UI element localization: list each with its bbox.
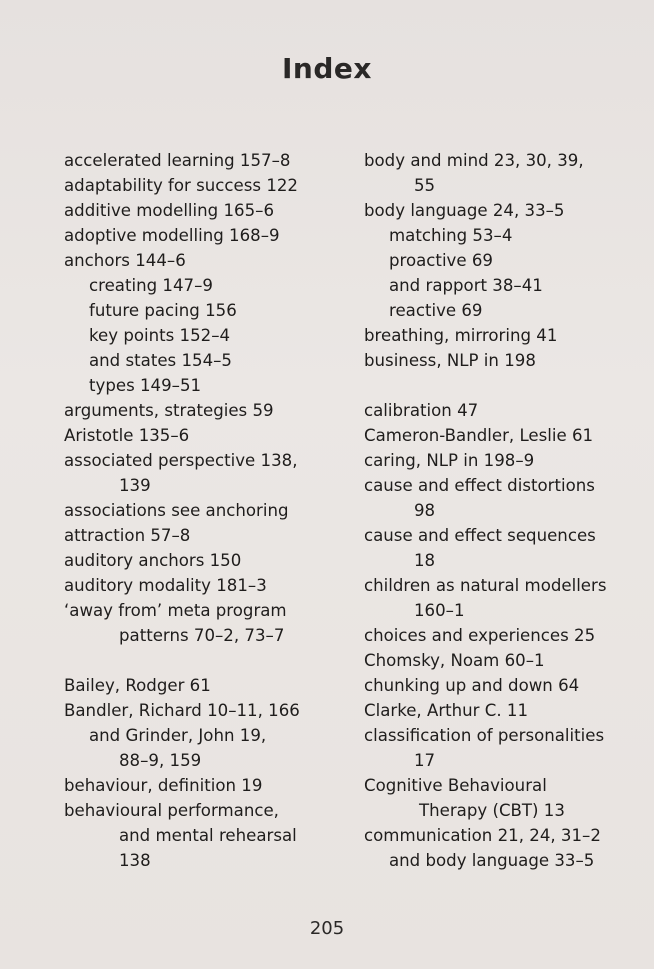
index-entry: cause and effect distortions — [364, 476, 595, 495]
index-subentry: and Grinder, John 19, — [89, 726, 267, 745]
index-subentry: and states 154–5 — [89, 351, 232, 370]
index-subentry: matching 53–4 — [389, 226, 513, 245]
index-entry: caring, NLP in 198–9 — [364, 451, 535, 470]
index-entry: communication 21, 24, 31–2 — [364, 826, 601, 845]
section-gap — [364, 373, 654, 398]
index-entry: Aristotle 135–6 — [64, 426, 190, 445]
index-entry: associated perspective 138, — [64, 451, 298, 470]
index-entry: chunking up and down 64 — [364, 676, 580, 695]
index-entry: arguments, strategies 59 — [64, 401, 274, 420]
index-entry: Cognitive Behavioural — [364, 776, 547, 795]
index-subentry: 17 — [414, 751, 436, 770]
page-title: Index — [282, 52, 372, 85]
index-subentry: creating 147–9 — [89, 276, 213, 295]
index-column-right — [364, 148, 654, 873]
index-entry: breathing, mirroring 41 — [364, 326, 558, 345]
page-number: 205 — [309, 918, 345, 939]
index-subentry: 98 — [414, 501, 436, 520]
index-subentry: types 149–51 — [89, 376, 202, 395]
index-subentry: key points 152–4 — [89, 326, 231, 345]
index-entry: body and mind 23, 30, 39, — [364, 151, 584, 170]
section-gap — [64, 648, 354, 673]
index-subentry: and rapport 38–41 — [389, 276, 543, 295]
index-subentry: 138 — [119, 851, 151, 870]
index-entry: cause and effect sequences — [364, 526, 596, 545]
index-entry: body language 24, 33–5 — [364, 201, 565, 220]
index-subentry: Therapy (CBT) 13 — [419, 801, 565, 820]
index-entry: additive modelling 165–6 — [64, 201, 275, 220]
index-entry: behaviour, definition 19 — [64, 776, 263, 795]
index-entry: Bailey, Rodger 61 — [64, 676, 211, 695]
index-entry: attraction 57–8 — [64, 526, 191, 545]
index-entry: business, NLP in 198 — [364, 351, 536, 370]
index-entry: anchors 144–6 — [64, 251, 186, 270]
index-entry: children as natural modellers — [364, 576, 607, 595]
index-subentry: and mental rehearsal — [119, 826, 297, 845]
index-entry: Chomsky, Noam 60–1 — [364, 651, 545, 670]
index-entry: classification of personalities — [364, 726, 605, 745]
index-column-left — [64, 148, 354, 873]
index-subentry: and body language 33–5 — [389, 851, 595, 870]
index-entry: accelerated learning 157–8 — [64, 151, 291, 170]
index-entry: calibration 47 — [364, 401, 479, 420]
index-subentry: 139 — [119, 476, 151, 495]
index-subentry: 55 — [414, 176, 436, 195]
index-entry: auditory modality 181–3 — [64, 576, 267, 595]
index-subentry: 88–9, 159 — [119, 751, 202, 770]
index-entry: choices and experiences 25 — [364, 626, 596, 645]
index-entry: behavioural performance, — [64, 801, 279, 820]
index-entry: Clarke, Arthur C. 11 — [364, 701, 529, 720]
index-entry: Bandler, Richard 10–11, 166 — [64, 701, 300, 720]
index-entry: associations see anchoring — [64, 501, 289, 520]
index-entry: adaptability for success 122 — [64, 176, 298, 195]
index-entry: adoptive modelling 168–9 — [64, 226, 280, 245]
index-subentry: proactive 69 — [389, 251, 493, 270]
index-subentry: 18 — [414, 551, 436, 570]
index-entry: ‘away from’ meta program — [64, 601, 287, 620]
index-subentry: 160–1 — [414, 601, 465, 620]
index-subentry: reactive 69 — [389, 301, 483, 320]
index-entry: auditory anchors 150 — [64, 551, 242, 570]
index-subentry: future pacing 156 — [89, 301, 237, 320]
index-entry: Cameron-Bandler, Leslie 61 — [364, 426, 594, 445]
index-subentry: patterns 70–2, 73–7 — [119, 626, 285, 645]
